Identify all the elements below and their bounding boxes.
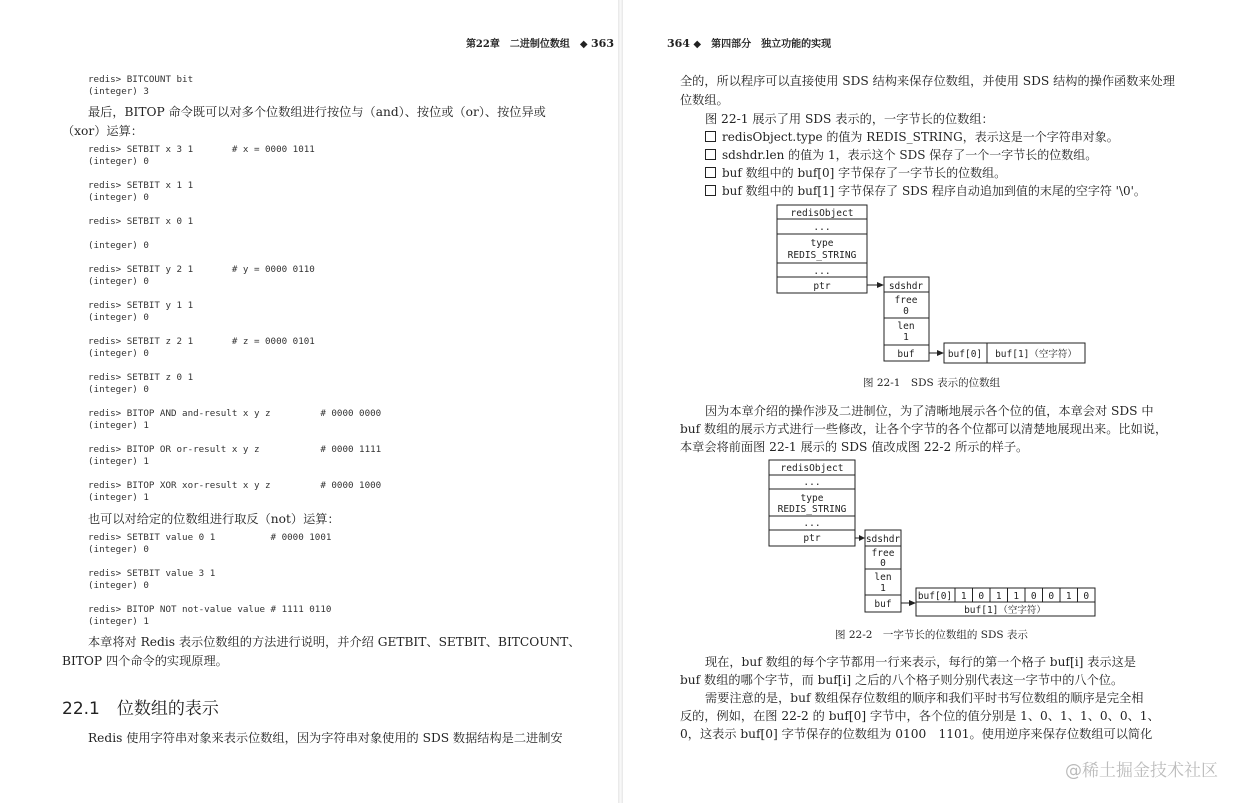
len-value: 1	[880, 583, 886, 594]
left-page	[0, 0, 618, 803]
paragraph: 最后，BITOP 命令既可以对多个位数组进行按位与（and）、按位或（or）、按位异或	[88, 105, 546, 119]
checkbox-bullet-icon	[705, 185, 716, 196]
paragraph-continuation: 本章会将前面图 22-1 展示的 SDS 值改成图 22-2 所示的样子。	[680, 440, 1029, 454]
redisobject-label: redisObject	[780, 463, 844, 474]
paragraph: 需要注意的是，buf 数组保存位数组的顺序和我们平时书写位数组的顺序是完全相	[705, 691, 1144, 705]
paragraph: 全的，所以程序可以直接使用 SDS 结构来保存位数组，并使用 SDS 结构的操作函数来处理	[680, 74, 1175, 88]
right-page	[623, 0, 1240, 803]
buf1-row: buf[1]（空字符）	[964, 605, 1046, 616]
section-title: 22.1 位数组的表示	[62, 699, 219, 719]
checkbox-bullet-icon	[705, 167, 716, 178]
bullet-item: buf 数组中的 buf[1] 字节保存了 SDS 程序自动追加到值的末尾的空字符 '\0'。	[705, 182, 1146, 200]
buf-label: buf	[897, 349, 915, 360]
part-title: ◆ 第四部分 独立功能的实现	[693, 39, 832, 50]
buf-label: buf	[874, 599, 892, 610]
bullet-item: buf 数组中的 buf[0] 字节保存了一字节长的位数组。	[705, 164, 1006, 182]
paragraph-continuation: buf 数组的哪个字节，而 buf[i] 之后的八个格子则分别代表这一字节中的八个位。	[680, 673, 1124, 687]
ellipsis-cell: ...	[813, 266, 831, 277]
bit-cell: 0	[1048, 591, 1055, 602]
paragraph-continuation: buf 数组的展示方式进行一些修改，让各个字节的各个位都可以清楚地展现出来。比如说，	[680, 422, 1168, 436]
paragraph-continuation: BITOP 四个命令的实现原理。	[62, 654, 228, 668]
bit-cell: 1	[1013, 591, 1020, 602]
paragraph: 现在，buf 数组的每个字节都用一行来表示，每行的第一个格子 buf[i] 表示这是	[705, 655, 1136, 669]
bit-cell: 0	[1083, 591, 1090, 602]
bit-cell: 0	[1030, 591, 1037, 602]
free-label: free	[871, 548, 895, 559]
paragraph-continuation: 位数组。	[680, 93, 729, 107]
paragraph: 因为本章介绍的操作涉及二进制位，为了清晰地展示各个位的值，本章会对 SDS 中	[705, 404, 1154, 418]
sdshdr-label: sdshdr	[888, 281, 924, 292]
paragraph: 也可以对给定的位数组进行取反（not）运算：	[88, 512, 340, 526]
bit-cell: 1	[960, 591, 967, 602]
paragraph-continuation: 0，这表示 buf[0] 字节保存的位数组为 0100 1101。使用逆序来保存位数组可以简化	[680, 727, 1153, 741]
free-value: 0	[903, 306, 909, 317]
chapter-title: 第22章 二进制位数组 ◆	[465, 39, 588, 50]
len-label: len	[897, 321, 915, 332]
ptr-label: ptr	[803, 533, 821, 544]
free-label: free	[894, 295, 918, 306]
ellipsis-cell: ...	[803, 477, 821, 488]
running-header	[653, 24, 831, 61]
ellipsis-cell: ...	[813, 222, 831, 233]
len-value: 1	[903, 332, 909, 343]
buf0-cell: buf[0]	[917, 591, 953, 602]
watermark: @稀土掘金技术社区	[1065, 761, 1218, 781]
type-label: type	[810, 238, 834, 249]
buf0-cell: buf[0]	[947, 349, 983, 360]
type-value: REDIS_STRING	[777, 504, 847, 515]
type-value: REDIS_STRING	[787, 250, 857, 261]
bit-cell: 1	[995, 591, 1002, 602]
checkbox-bullet-icon	[705, 149, 716, 160]
page-number: 364	[666, 37, 690, 50]
paragraph-continuation: （xor）运算：	[62, 124, 143, 138]
len-label: len	[874, 572, 892, 583]
code-block: redis> BITCOUNT bit (integer) 3	[88, 74, 194, 97]
checkbox-bullet-icon	[705, 131, 716, 142]
ellipsis-cell: ...	[803, 518, 821, 529]
bit-cell: 1	[1065, 591, 1072, 602]
figure-22-2	[765, 457, 1100, 617]
paragraph: 本章将对 Redis 表示位数组的方法进行说明，并介绍 GETBIT、SETBIT、BITCOUNT、	[88, 635, 581, 649]
ptr-label: ptr	[813, 281, 831, 292]
code-block: redis> SETBIT value 0 1 # 0000 1001 (integer) 0 redis> SETBIT value 3 1 (integer) 0 redis> BITOP NOT not-value value # 1111 0110 (integer) 1	[88, 532, 332, 627]
figure-caption: 图 22-2 一字节长的位数组的 SDS 表示	[835, 629, 1028, 641]
redisobject-label: redisObject	[790, 208, 854, 219]
sdshdr-label: sdshdr	[865, 534, 901, 545]
paragraph-continuation: 反的，例如，在图 22-2 的 buf[0] 字节中，各个位的值分别是 1、0、1、1、0、0、1、	[680, 709, 1160, 723]
free-value: 0	[880, 558, 886, 569]
running-header	[452, 24, 614, 61]
paragraph: Redis 使用字符串对象来表示位数组，因为字符串对象使用的 SDS 数据结构是二进制安	[88, 731, 563, 745]
bullet-item: redisObject.type 的值为 REDIS_STRING，表示这是一个字符串对象。	[705, 128, 1119, 146]
bit-cell: 0	[978, 591, 985, 602]
paragraph: 图 22-1 展示了用 SDS 表示的，一字节长的位数组：	[705, 112, 994, 126]
code-block: redis> SETBIT x 3 1 # x = 0000 1011 (integer) 0 redis> SETBIT x 1 1 (integer) 0 redis> SETBIT x 0 1 (integer) 0 redis> SETBIT y 2 1 # y = 0000 0110 (integer) 0 redis> SETBIT y 1 1 (integer) 0 redis> SETBIT z 2 1 # z = 0000 0101 (integer) 0 redis> SETBIT z 0 1 (integer) 0 redis> BITOP AND and-result x y z # 0000 0000 (integer) 1 redis> BITOP OR or-result x y z # 0000 1111 (integer) 1 redis> BITOP XOR xor-result x y z # 0000 1000 (integer) 1	[88, 144, 382, 503]
figure-caption: 图 22-1 SDS 表示的位数组	[863, 377, 1001, 389]
type-label: type	[800, 493, 824, 504]
bullet-item: sdshdr.len 的值为 1，表示这个 SDS 保存了一个一字节长的位数组。	[705, 146, 1097, 164]
page-number: 363	[591, 37, 614, 50]
buf1-cell: buf[1]（空字符）	[995, 349, 1077, 360]
figure-22-1	[773, 203, 1093, 368]
